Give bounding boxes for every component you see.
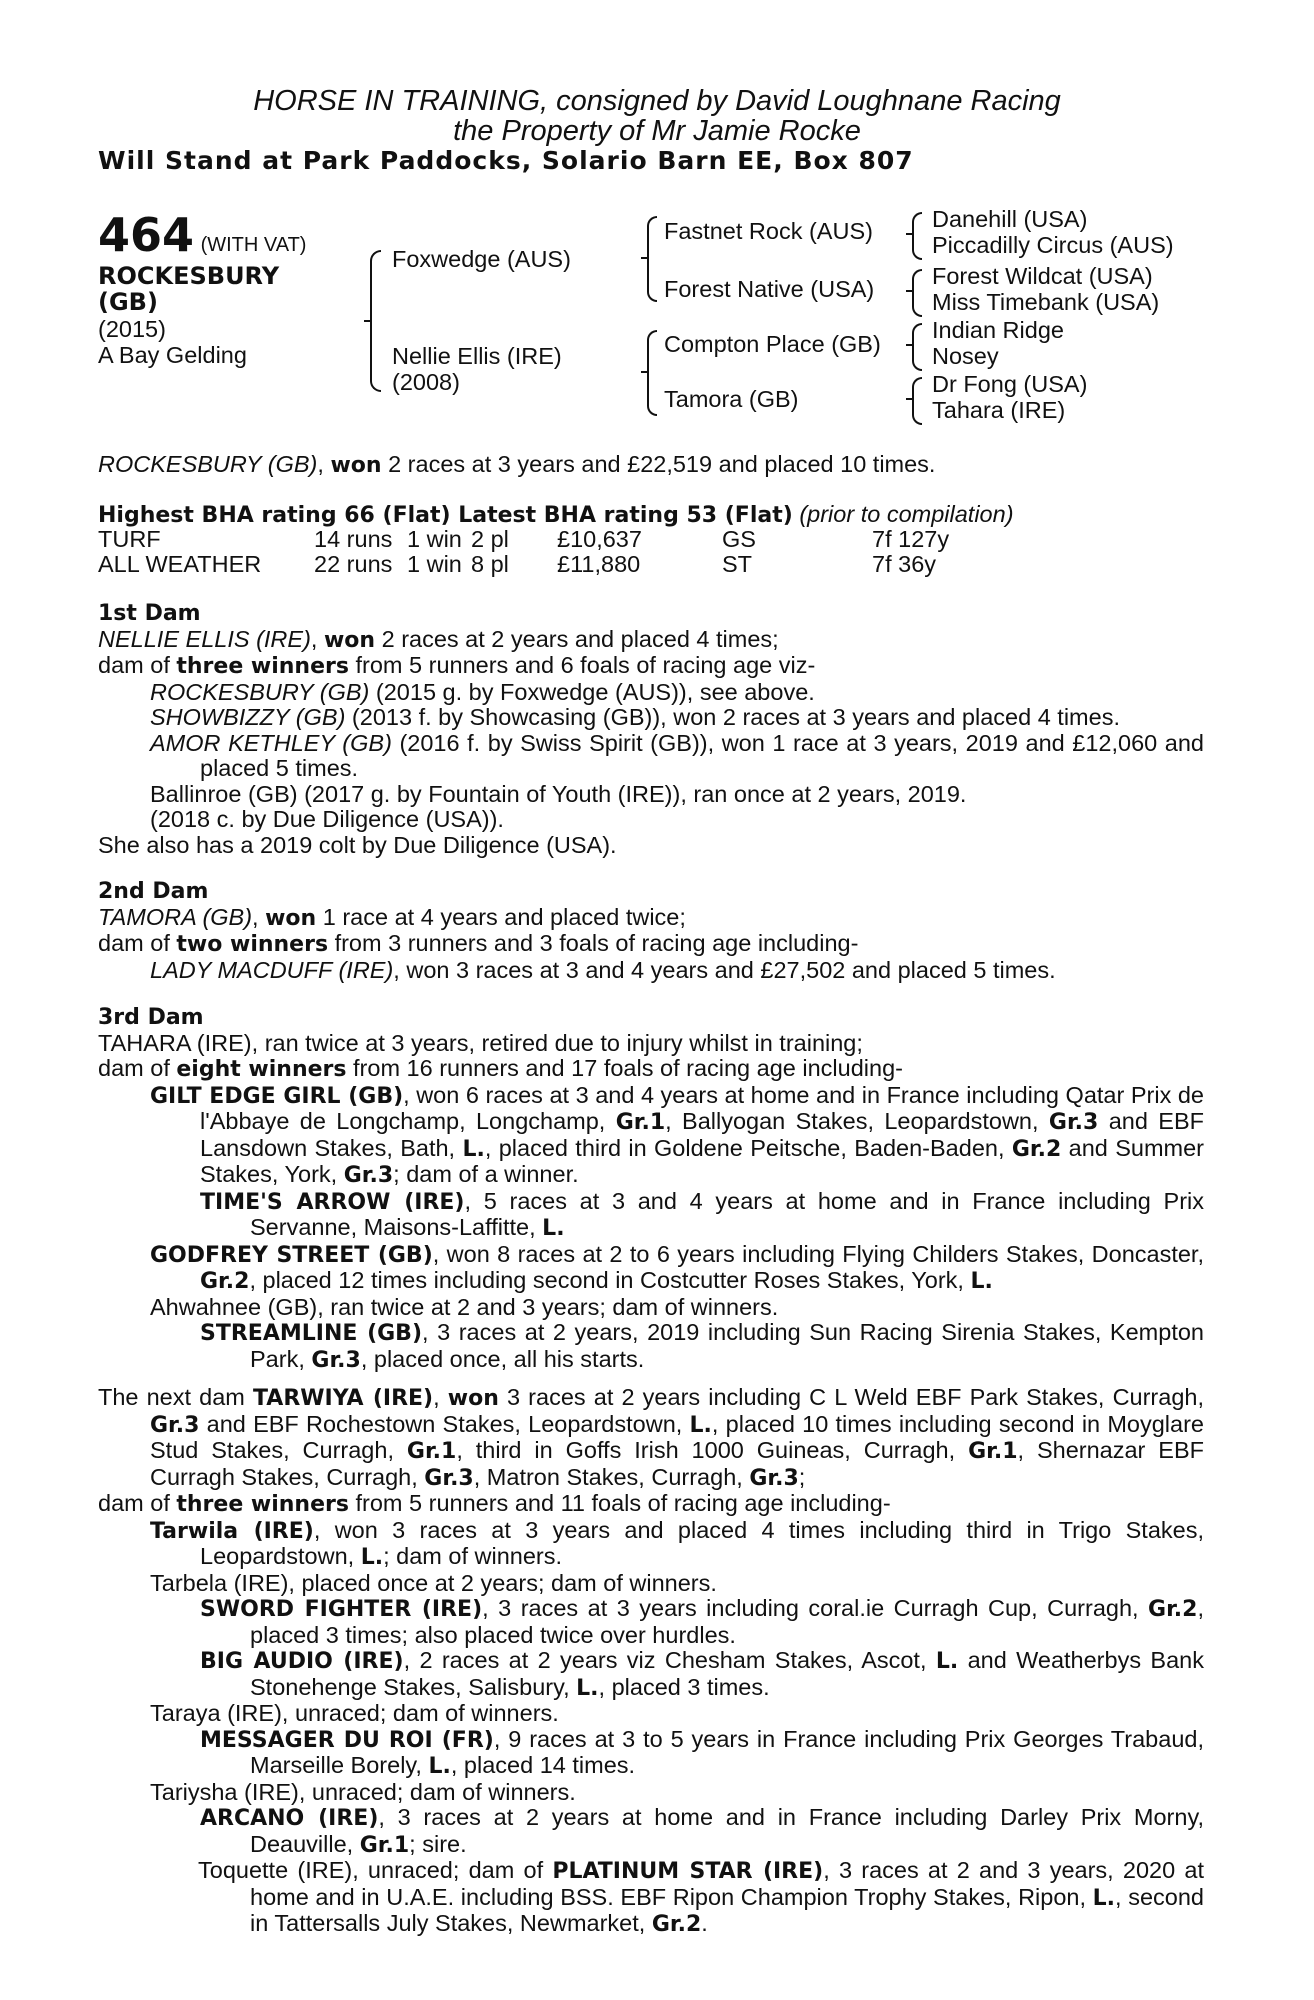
text: , 3 races at 3 years including coral.ie Curragh Cup, Curragh, — [482, 1595, 1149, 1621]
text: ; — [798, 1463, 806, 1490]
perf-surface: TURF — [98, 526, 161, 552]
text: , won 8 races at 2 to 6 years including Flying Childers Stakes, Doncaster, — [432, 1240, 1204, 1267]
progeny-record: , won 3 races at 3 and 4 years and £27,502 and placed 5 times. — [393, 956, 1056, 983]
text: Toquette (IRE), unraced; dam of — [198, 1857, 553, 1883]
text: , Ballyogan Stakes, Leopardstown, — [665, 1108, 1049, 1134]
grade: Gr.1 — [615, 1110, 666, 1135]
horse-name: ROCKESBURY — [98, 262, 280, 290]
text: , 9 races at 3 to 5 years in France including Prix Georges Trabaud, Marseille Borely, — [250, 1725, 1204, 1778]
progeny-name: TIME'S ARROW (IRE) — [200, 1189, 465, 1215]
next-dam-section — [98, 1385, 1204, 1938]
text: , placed 3 times. — [598, 1673, 770, 1700]
grade: Gr.2 — [1148, 1597, 1198, 1622]
grade: Gr.3 — [1048, 1110, 1099, 1135]
progeny-name: Tarwila (IRE) — [150, 1518, 314, 1544]
text: The next dam — [98, 1384, 253, 1410]
text: , Shernazar EBF Curragh Stakes, Curragh, — [150, 1437, 1204, 1490]
progeny-line: Ballinroe (GB) (2017 g. by Fountain of Youth (IRE)), ran once at 2 years, 2019. — [150, 780, 967, 807]
text: , third in Goffs Irish 1000 Guineas, Curragh, — [456, 1437, 969, 1463]
perf-going: ST — [722, 551, 753, 577]
progeny-line: Tariysha (IRE), unraced; dam of winners. — [150, 1778, 576, 1805]
progeny-name: ROCKESBURY (GB) — [150, 678, 370, 705]
ratings-line — [98, 502, 1014, 529]
progeny-name: SWORD FIGHTER (IRE) — [200, 1597, 483, 1622]
pedigree-brace-tick — [906, 233, 914, 235]
progeny-name: MESSAGER DU ROI (FR) — [200, 1727, 494, 1753]
dam-name: TAMORA (GB) — [98, 903, 253, 930]
pedigree-brace — [647, 216, 657, 302]
horse-country: (GB) — [98, 288, 158, 316]
pedigree-ggp: Dr Fong (USA) — [932, 371, 1088, 397]
pedigree-brace-tick — [364, 320, 372, 322]
progeny-name: LADY MACDUFF (IRE) — [150, 956, 394, 983]
pedigree-brace — [912, 212, 922, 260]
pedigree-dam-dam: Tamora (GB) — [664, 386, 799, 412]
dam-record: 2 races at 2 years and placed 4 times; — [375, 625, 779, 652]
text: dam of — [98, 1490, 177, 1516]
text: . — [701, 1910, 708, 1936]
text: ; sire. — [409, 1830, 467, 1857]
progeny-name: STREAMLINE (GB) — [200, 1321, 423, 1346]
progeny-line: She also has a 2019 colt by Due Diligence (USA). — [98, 831, 617, 858]
text: and EBF Rochestown Stakes, Leopardstown, — [199, 1410, 690, 1437]
property-line: the Property of Mr Jamie Rocke — [453, 115, 861, 147]
perf-placed: 2 pl — [471, 526, 509, 552]
won-label: won — [265, 905, 317, 931]
separator: , — [252, 903, 266, 930]
pedigree-sire: Foxwedge (AUS) — [392, 246, 571, 272]
summary-won: won — [330, 453, 382, 478]
pedigree-ggp: Danehill (USA) — [932, 206, 1088, 232]
grade: Gr.3 — [150, 1412, 200, 1438]
dam-record: 1 race at 4 years and placed twice; — [316, 903, 686, 930]
text: , second in Tattersalls July Stakes, Newmarket, — [250, 1883, 1205, 1936]
text: , placed once, all his starts. — [360, 1345, 645, 1372]
grade: L. — [689, 1412, 712, 1438]
section-heading: 1st Dam — [98, 601, 201, 626]
grade: L. — [360, 1545, 384, 1570]
text: ; dam of a winner. — [393, 1161, 579, 1187]
text: dam of — [98, 1055, 177, 1081]
text: , Matron Stakes, Curragh, — [473, 1463, 750, 1490]
section-heading: 2nd Dam — [98, 879, 209, 904]
dam-name: TARWIYA (IRE) — [253, 1386, 434, 1411]
pedigree-brace-tick — [906, 344, 914, 346]
section-heading: 3rd Dam — [98, 1005, 204, 1030]
consignor-line: HORSE IN TRAINING, consigned by David Loughnane Racing — [253, 85, 1061, 117]
text: , placed 14 times. — [450, 1752, 636, 1778]
text: , 3 races at 2 years, 2019 including Sun Racing Sirenia Stakes, Kempton Park, — [250, 1319, 1204, 1372]
progeny-name: GILT EDGE GIRL (GB) — [150, 1083, 404, 1109]
pedigree-ggp: Tahara (IRE) — [932, 397, 1066, 423]
location-line: Will Stand at Park Paddocks, Solario Barn EE, Box 807 — [98, 146, 914, 175]
pedigree-ggp: Piccadilly Circus (AUS) — [932, 232, 1174, 258]
winners-count: two winners — [176, 932, 329, 957]
perf-wins: 1 win — [407, 551, 462, 577]
pedigree-dam-year: (2008) — [392, 369, 460, 395]
grade: L. — [428, 1754, 451, 1779]
won-label: won — [447, 1386, 499, 1411]
progeny-record: (2013 f. by Showcasing (GB)), won 2 races at 3 years and placed 4 times. — [345, 704, 1120, 730]
text: , placed 3 times; also placed twice over hurdles. — [250, 1595, 1204, 1648]
pedigree-brace-tick — [906, 398, 914, 400]
progeny-name: SHOWBIZZY (GB) — [150, 704, 346, 730]
performance-table — [98, 527, 949, 577]
progeny-name: PLATINUM STAR (IRE) — [552, 1859, 824, 1884]
perf-going: GS — [722, 526, 756, 552]
pedigree-brace-tick — [641, 257, 649, 259]
separator: , — [310, 625, 324, 652]
summary-name: ROCKESBURY (GB) — [98, 451, 318, 477]
horse-description: A Bay Gelding — [98, 342, 247, 368]
grade: L. — [970, 1269, 993, 1294]
pedigree-brace — [912, 377, 922, 425]
progeny-name: GODFREY STREET (GB) — [150, 1242, 433, 1268]
text: and EBF Lansdown Stakes, Bath, — [200, 1108, 1204, 1161]
progeny-line: Ahwahnee (GB), ran twice at 2 and 3 years; dam of winners. — [150, 1293, 779, 1320]
text: from 5 runners and 11 foals of racing age including- — [348, 1490, 891, 1516]
perf-wins: 1 win — [407, 526, 462, 552]
race-summary: ROCKESBURY (GB), won 2 races at 3 years and £22,519 and placed 10 times. — [98, 451, 936, 478]
text: from 16 runners and 17 foals of racing age including- — [346, 1055, 903, 1081]
perf-runs: 14 runs — [314, 526, 393, 552]
perf-placed: 8 pl — [471, 551, 509, 577]
grade: Gr.3 — [343, 1163, 394, 1188]
pedigree-ggp: Forest Wildcat (USA) — [932, 263, 1153, 289]
summary-text: 2 races at 3 years and £22,519 and placed 10 times. — [381, 451, 936, 477]
grade: Gr.2 — [1011, 1136, 1062, 1162]
ratings-note: (prior to compilation) — [799, 501, 1014, 527]
winners-count: three winners — [176, 654, 349, 679]
lot-number: 464 — [98, 208, 195, 262]
pedigree-ggp: Indian Ridge — [932, 317, 1064, 343]
grade: Gr.1 — [968, 1439, 1018, 1464]
grade: Gr.2 — [651, 1912, 702, 1937]
grade: L. — [462, 1136, 485, 1162]
grade: Gr.2 — [200, 1269, 250, 1294]
pedigree-dam-sire: Compton Place (GB) — [664, 331, 881, 357]
third-dam-section — [98, 1004, 1204, 1373]
progeny-line: Taraya (IRE), unraced; dam of winners. — [150, 1700, 559, 1726]
progeny-line: (2018 c. by Due Diligence (USA)). — [150, 806, 504, 832]
text: , won 6 races at 3 and 4 years at home and in France including Qatar Prix de l'Abbaye de Longchamp, Longchamp, — [200, 1081, 1204, 1134]
perf-runs: 22 runs — [314, 551, 393, 577]
grade: L. — [1092, 1885, 1116, 1911]
dam-record: TAHARA (IRE), ran twice at 3 years, retired due to injury whilst in training; — [98, 1029, 863, 1056]
progeny-name: AMOR KETHLEY (GB) — [150, 729, 392, 756]
text: , placed third in Goldene Peitsche, Baden-Baden, — [484, 1134, 1012, 1161]
progeny-name: BIG AUDIO (IRE) — [200, 1649, 404, 1674]
progeny-name: ARCANO (IRE) — [200, 1806, 379, 1831]
text: , placed 12 times including second in Costcutter Roses Stakes, York, — [249, 1267, 971, 1293]
grade: Gr.1 — [359, 1832, 410, 1858]
pedigree-ggp: Nosey — [932, 343, 999, 369]
pedigree-ggp: Miss Timebank (USA) — [932, 289, 1160, 315]
dam-name: NELLIE ELLIS (IRE) — [98, 625, 311, 652]
text: and Summer Stakes, York, — [200, 1134, 1205, 1187]
progeny-line: Tarbela (IRE), placed once at 2 years; dam of winners. — [150, 1569, 717, 1596]
winners-count: three winners — [176, 1492, 349, 1517]
grade: L. — [935, 1649, 959, 1674]
perf-prize: £11,880 — [557, 551, 641, 577]
grade: Gr.3 — [749, 1465, 799, 1491]
pedigree-sire-dam: Forest Native (USA) — [664, 276, 875, 302]
horse-year: (2015) — [98, 316, 166, 342]
grade: Gr.3 — [424, 1465, 474, 1491]
text: dam of — [98, 930, 177, 956]
text: from 3 runners and 3 foals of racing age including- — [328, 930, 859, 956]
text: dam of — [98, 652, 177, 678]
text: , 5 races at 3 and 4 years at home and in France including Prix Servanne, Maisons-Laffitte, — [250, 1187, 1204, 1240]
text: , won 3 races at 3 years and placed 4 times including third in Trigo Stakes, Leopardstown, — [200, 1516, 1205, 1569]
pedigree-sire-sire: Fastnet Rock (AUS) — [664, 218, 873, 244]
grade: L. — [576, 1675, 599, 1701]
pedigree-brace — [912, 323, 922, 371]
grade: L. — [542, 1216, 565, 1241]
perf-distance: 7f 127y — [872, 526, 950, 552]
text: ; dam of winners. — [383, 1543, 563, 1569]
first-dam-section — [98, 600, 1204, 858]
separator: , — [433, 1384, 448, 1410]
perf-surface: ALL WEATHER — [98, 551, 262, 577]
pedigree-brace — [912, 269, 922, 317]
pedigree-dam: Nellie Ellis (IRE) — [392, 343, 562, 369]
text: and Weatherbys Bank Stonehenge Stakes, Salisbury, — [250, 1647, 1204, 1700]
text: , 3 races at 2 years at home and in France including Darley Prix Morny, Deauville, — [250, 1804, 1204, 1857]
pedigree-brace-tick — [906, 290, 914, 292]
grade: Gr.1 — [406, 1439, 457, 1464]
text: 3 races at 2 years including C L Weld EBF Park Stakes, Curragh, — [498, 1384, 1204, 1410]
progeny-record: (2016 f. by Swiss Spirit (GB)), won 1 race at 3 years, 2019 and £12,060 and placed 5 times. — [200, 729, 1204, 781]
perf-prize: £10,637 — [557, 526, 642, 552]
text: , placed 10 times including second in Moyglare Stud Stakes, Curragh, — [150, 1410, 1204, 1463]
table-row — [98, 552, 949, 577]
winners-count: eight winners — [176, 1057, 347, 1082]
won-label: won — [323, 627, 376, 653]
text: , 2 races at 2 years viz Chesham Stakes, Ascot, — [403, 1647, 936, 1673]
grade: Gr.3 — [311, 1347, 361, 1373]
progeny-record: (2015 g. by Foxwedge (AUS)), see above. — [369, 678, 815, 705]
pedigree-brace — [647, 330, 657, 416]
ratings-bold: Highest BHA rating 66 (Flat) Latest BHA rating 53 (Flat) — [98, 503, 793, 528]
second-dam-section — [98, 878, 1204, 983]
vat-note: (WITH VAT) — [200, 234, 307, 256]
lot-number-block — [98, 208, 307, 262]
table-row — [98, 527, 949, 552]
text: , 3 races at 2 and 3 years, 2020 at home and in U.A.E. including BSS. EBF Ripon Champion Trophy Stakes, Ripon, — [250, 1857, 1204, 1910]
pedigree-brace-tick — [641, 371, 649, 373]
perf-distance: 7f 36y — [872, 551, 937, 577]
text: from 5 runners and 6 foals of racing age viz- — [348, 652, 816, 678]
